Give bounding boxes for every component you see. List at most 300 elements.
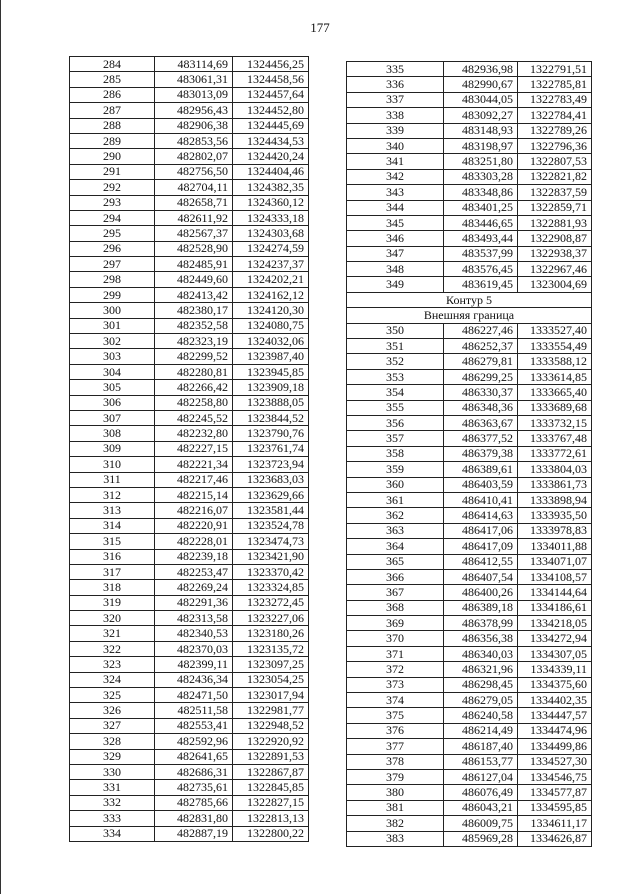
- point-number: 334: [70, 826, 155, 841]
- point-number: 291: [70, 164, 155, 179]
- table-row: [347, 200, 592, 215]
- table-row: [70, 457, 309, 472]
- point-number: 316: [70, 549, 155, 564]
- y-coordinate: 1324456,25: [233, 57, 309, 72]
- point-number: 352: [347, 354, 444, 369]
- point-number: 349: [347, 277, 444, 292]
- x-coordinate: 483576,45: [444, 262, 518, 277]
- x-coordinate: 482658,71: [155, 195, 233, 210]
- table-row: [347, 569, 592, 584]
- table-row: [347, 708, 592, 723]
- y-coordinate: 1333665,40: [518, 385, 592, 400]
- point-number: 329: [70, 749, 155, 764]
- x-coordinate: 486417,09: [444, 539, 518, 554]
- x-coordinate: 482215,14: [155, 487, 233, 502]
- point-number: 293: [70, 195, 155, 210]
- section-title-row: [347, 292, 592, 307]
- y-coordinate: 1322938,37: [518, 246, 592, 261]
- y-coordinate: 1323581,44: [233, 503, 309, 518]
- x-coordinate: 486279,05: [444, 693, 518, 708]
- point-number: 367: [347, 585, 444, 600]
- table-row: [70, 118, 309, 133]
- x-coordinate: 482245,52: [155, 410, 233, 425]
- x-coordinate: 486400,26: [444, 585, 518, 600]
- table-row: [70, 718, 309, 733]
- y-coordinate: 1324080,75: [233, 318, 309, 333]
- point-number: 344: [347, 200, 444, 215]
- point-number: 346: [347, 231, 444, 246]
- y-coordinate: 1323888,05: [233, 395, 309, 410]
- x-coordinate: 486009,75: [444, 816, 518, 831]
- y-coordinate: 1322837,59: [518, 185, 592, 200]
- x-coordinate: 482291,36: [155, 595, 233, 610]
- y-coordinate: 1334375,60: [518, 677, 592, 692]
- y-coordinate: 1334447,57: [518, 708, 592, 723]
- y-coordinate: 1334499,86: [518, 739, 592, 754]
- y-coordinate: 1324303,68: [233, 226, 309, 241]
- x-coordinate: 486377,52: [444, 431, 518, 446]
- point-number: 343: [347, 185, 444, 200]
- table-row: [347, 185, 592, 200]
- table-row: [347, 431, 592, 446]
- point-number: 307: [70, 410, 155, 425]
- x-coordinate: 482528,90: [155, 241, 233, 256]
- table-row: [347, 154, 592, 169]
- x-coordinate: 486389,61: [444, 462, 518, 477]
- y-coordinate: 1323097,25: [233, 657, 309, 672]
- point-number: 363: [347, 523, 444, 538]
- table-row: [70, 272, 309, 287]
- y-coordinate: 1333554,49: [518, 339, 592, 354]
- x-coordinate: 482785,66: [155, 795, 233, 810]
- x-coordinate: 483114,69: [155, 57, 233, 72]
- x-coordinate: 486389,18: [444, 600, 518, 615]
- y-coordinate: 1334218,05: [518, 616, 592, 631]
- point-number: 308: [70, 426, 155, 441]
- x-coordinate: 486414,63: [444, 508, 518, 523]
- point-number: 309: [70, 441, 155, 456]
- y-coordinate: 1323524,78: [233, 518, 309, 533]
- point-number: 336: [347, 77, 444, 92]
- y-coordinate: 1323987,40: [233, 349, 309, 364]
- table-row: [347, 800, 592, 815]
- x-coordinate: 486379,38: [444, 446, 518, 461]
- x-coordinate: 486340,03: [444, 646, 518, 661]
- table-row: [70, 426, 309, 441]
- point-number: 362: [347, 508, 444, 523]
- y-coordinate: 1333898,94: [518, 492, 592, 507]
- point-number: 286: [70, 87, 155, 102]
- table-row: [70, 87, 309, 102]
- table-row: [70, 241, 309, 256]
- y-coordinate: 1324333,18: [233, 210, 309, 225]
- y-coordinate: 1323723,94: [233, 457, 309, 472]
- x-coordinate: 482370,03: [155, 641, 233, 656]
- y-coordinate: 1323474,73: [233, 534, 309, 549]
- x-coordinate: 482641,65: [155, 749, 233, 764]
- x-coordinate: 482831,80: [155, 811, 233, 826]
- x-coordinate: 483348,86: [444, 185, 518, 200]
- point-number: 335: [347, 62, 444, 77]
- x-coordinate: 482227,15: [155, 441, 233, 456]
- y-coordinate: 1334339,11: [518, 662, 592, 677]
- point-number: 355: [347, 400, 444, 415]
- y-coordinate: 1322867,87: [233, 764, 309, 779]
- section-title: Контур 5: [347, 292, 592, 307]
- x-coordinate: 482217,46: [155, 472, 233, 487]
- y-coordinate: 1322800,22: [233, 826, 309, 841]
- table-row: [70, 503, 309, 518]
- table-row: [347, 415, 592, 430]
- y-coordinate: 1322813,13: [233, 811, 309, 826]
- table-row: [70, 72, 309, 87]
- table-row: [70, 518, 309, 533]
- x-coordinate: 483251,80: [444, 154, 518, 169]
- table-row: [70, 595, 309, 610]
- point-number: 304: [70, 364, 155, 379]
- x-coordinate: 482592,96: [155, 734, 233, 749]
- x-coordinate: 486187,40: [444, 739, 518, 754]
- point-number: 294: [70, 210, 155, 225]
- y-coordinate: 1323017,94: [233, 688, 309, 703]
- y-coordinate: 1333732,15: [518, 415, 592, 430]
- y-coordinate: 1324274,59: [233, 241, 309, 256]
- x-coordinate: 486240,58: [444, 708, 518, 723]
- point-number: 379: [347, 769, 444, 784]
- x-coordinate: 482228,01: [155, 534, 233, 549]
- y-coordinate: 1333614,85: [518, 369, 592, 384]
- y-coordinate: 1333861,73: [518, 477, 592, 492]
- table-row: [347, 123, 592, 138]
- table-row: [70, 103, 309, 118]
- table-row: [347, 754, 592, 769]
- y-coordinate: 1334402,35: [518, 693, 592, 708]
- x-coordinate: 483013,09: [155, 87, 233, 102]
- y-coordinate: 1323629,66: [233, 487, 309, 502]
- point-number: 323: [70, 657, 155, 672]
- table-row: [70, 657, 309, 672]
- table-row: [347, 62, 592, 77]
- table-row: [347, 693, 592, 708]
- scan-edge-line: [0, 0, 1, 894]
- x-coordinate: 482253,47: [155, 564, 233, 579]
- x-coordinate: 486127,04: [444, 769, 518, 784]
- x-coordinate: 482340,53: [155, 626, 233, 641]
- point-number: 311: [70, 472, 155, 487]
- x-coordinate: 483493,44: [444, 231, 518, 246]
- table-row: [347, 616, 592, 631]
- table-row: [347, 138, 592, 153]
- table-row: [70, 410, 309, 425]
- table-row: [70, 364, 309, 379]
- table-row: [70, 441, 309, 456]
- y-coordinate: 1322783,49: [518, 92, 592, 107]
- y-coordinate: 1333978,83: [518, 523, 592, 538]
- table-row: [347, 339, 592, 354]
- y-coordinate: 1324420,24: [233, 149, 309, 164]
- point-number: 287: [70, 103, 155, 118]
- table-row: [70, 672, 309, 687]
- point-number: 381: [347, 800, 444, 815]
- y-coordinate: 1334595,85: [518, 800, 592, 815]
- y-coordinate: 1323844,52: [233, 410, 309, 425]
- point-number: 358: [347, 446, 444, 461]
- point-number: 288: [70, 118, 155, 133]
- point-number: 372: [347, 662, 444, 677]
- table-row: [70, 287, 309, 302]
- point-number: 313: [70, 503, 155, 518]
- table-row: [70, 472, 309, 487]
- table-row: [70, 164, 309, 179]
- y-coordinate: 1324120,30: [233, 303, 309, 318]
- section-subtitle-row: [347, 308, 592, 323]
- y-coordinate: 1323227,06: [233, 611, 309, 626]
- table-row: [347, 108, 592, 123]
- y-coordinate: 1334186,61: [518, 600, 592, 615]
- point-number: 326: [70, 703, 155, 718]
- x-coordinate: 482567,37: [155, 226, 233, 241]
- x-coordinate: 482553,41: [155, 718, 233, 733]
- point-number: 318: [70, 580, 155, 595]
- y-coordinate: 1323370,42: [233, 564, 309, 579]
- point-number: 338: [347, 108, 444, 123]
- x-coordinate: 482735,61: [155, 780, 233, 795]
- x-coordinate: 483619,45: [444, 277, 518, 292]
- point-number: 310: [70, 457, 155, 472]
- y-coordinate: 1334307,05: [518, 646, 592, 661]
- x-coordinate: 482216,07: [155, 503, 233, 518]
- y-coordinate: 1322948,52: [233, 718, 309, 733]
- y-coordinate: 1322891,53: [233, 749, 309, 764]
- x-coordinate: 486252,37: [444, 339, 518, 354]
- x-coordinate: 486348,36: [444, 400, 518, 415]
- table-row: [70, 764, 309, 779]
- table-row: [347, 354, 592, 369]
- x-coordinate: 482611,92: [155, 210, 233, 225]
- y-coordinate: 1323054,25: [233, 672, 309, 687]
- table-row: [70, 688, 309, 703]
- x-coordinate: 486076,49: [444, 785, 518, 800]
- table-row: [347, 77, 592, 92]
- table-row: [347, 585, 592, 600]
- x-coordinate: 483537,99: [444, 246, 518, 261]
- x-coordinate: 483092,27: [444, 108, 518, 123]
- table-row: [70, 303, 309, 318]
- x-coordinate: 482413,42: [155, 287, 233, 302]
- point-number: 350: [347, 323, 444, 338]
- point-number: 324: [70, 672, 155, 687]
- x-coordinate: 482756,50: [155, 164, 233, 179]
- point-number: 298: [70, 272, 155, 287]
- x-coordinate: 482232,80: [155, 426, 233, 441]
- x-coordinate: 482280,81: [155, 364, 233, 379]
- table-row: [347, 492, 592, 507]
- x-coordinate: 482269,24: [155, 580, 233, 595]
- y-coordinate: 1322881,93: [518, 215, 592, 230]
- section-subtitle: Внешняя граница: [347, 308, 592, 323]
- table-row: [70, 380, 309, 395]
- x-coordinate: 486410,41: [444, 492, 518, 507]
- x-coordinate: 482936,98: [444, 62, 518, 77]
- table-row: [347, 385, 592, 400]
- y-coordinate: 1324434,53: [233, 133, 309, 148]
- x-coordinate: 483061,31: [155, 72, 233, 87]
- point-number: 341: [347, 154, 444, 169]
- x-coordinate: 482436,34: [155, 672, 233, 687]
- y-coordinate: 1333804,03: [518, 462, 592, 477]
- point-number: 383: [347, 831, 444, 846]
- x-coordinate: 486153,77: [444, 754, 518, 769]
- table-row: [347, 277, 592, 292]
- table-row: [70, 149, 309, 164]
- y-coordinate: 1323324,85: [233, 580, 309, 595]
- y-coordinate: 1322859,71: [518, 200, 592, 215]
- y-coordinate: 1324360,12: [233, 195, 309, 210]
- point-number: 339: [347, 123, 444, 138]
- x-coordinate: 482887,19: [155, 826, 233, 841]
- x-coordinate: 482323,19: [155, 334, 233, 349]
- table-row: [70, 564, 309, 579]
- point-number: 327: [70, 718, 155, 733]
- x-coordinate: 482399,11: [155, 657, 233, 672]
- point-number: 302: [70, 334, 155, 349]
- point-number: 333: [70, 811, 155, 826]
- point-number: 299: [70, 287, 155, 302]
- x-coordinate: 482471,50: [155, 688, 233, 703]
- table-row: [70, 549, 309, 564]
- x-coordinate: 486412,55: [444, 554, 518, 569]
- point-number: 351: [347, 339, 444, 354]
- table-row: [70, 626, 309, 641]
- x-coordinate: 486363,67: [444, 415, 518, 430]
- point-number: 342: [347, 169, 444, 184]
- point-number: 375: [347, 708, 444, 723]
- point-number: 357: [347, 431, 444, 446]
- y-coordinate: 1334474,96: [518, 723, 592, 738]
- x-coordinate: 485969,28: [444, 831, 518, 846]
- table-row: [347, 231, 592, 246]
- x-coordinate: 486403,59: [444, 477, 518, 492]
- table-row: [347, 739, 592, 754]
- point-number: 322: [70, 641, 155, 656]
- point-number: 348: [347, 262, 444, 277]
- table-row: [347, 400, 592, 415]
- x-coordinate: 482990,67: [444, 77, 518, 92]
- point-number: 353: [347, 369, 444, 384]
- point-number: 359: [347, 462, 444, 477]
- page-number: 177: [310, 20, 330, 35]
- x-coordinate: 483198,97: [444, 138, 518, 153]
- point-number: 312: [70, 487, 155, 502]
- x-coordinate: 486043,21: [444, 800, 518, 815]
- y-coordinate: 1324457,64: [233, 87, 309, 102]
- point-number: 321: [70, 626, 155, 641]
- table-row: [70, 811, 309, 826]
- y-coordinate: 1323761,74: [233, 441, 309, 456]
- table-row: [70, 226, 309, 241]
- y-coordinate: 1324404,46: [233, 164, 309, 179]
- x-coordinate: 486299,25: [444, 369, 518, 384]
- point-number: 320: [70, 611, 155, 626]
- point-number: 340: [347, 138, 444, 153]
- point-number: 332: [70, 795, 155, 810]
- point-number: 292: [70, 180, 155, 195]
- point-number: 297: [70, 257, 155, 272]
- point-number: 314: [70, 518, 155, 533]
- table-row: [70, 749, 309, 764]
- table-row: [70, 133, 309, 148]
- point-number: 337: [347, 92, 444, 107]
- y-coordinate: 1322920,92: [233, 734, 309, 749]
- point-number: 330: [70, 764, 155, 779]
- table-row: [70, 703, 309, 718]
- y-coordinate: 1324382,35: [233, 180, 309, 195]
- x-coordinate: 482511,58: [155, 703, 233, 718]
- y-coordinate: 1334577,87: [518, 785, 592, 800]
- table-row: [347, 215, 592, 230]
- point-number: 368: [347, 600, 444, 615]
- y-coordinate: 1333588,12: [518, 354, 592, 369]
- y-coordinate: 1334527,30: [518, 754, 592, 769]
- table-row: [70, 734, 309, 749]
- y-coordinate: 1333767,48: [518, 431, 592, 446]
- point-number: 325: [70, 688, 155, 703]
- table-row: [347, 723, 592, 738]
- point-number: 373: [347, 677, 444, 692]
- y-coordinate: 1322967,46: [518, 262, 592, 277]
- y-coordinate: 1322785,81: [518, 77, 592, 92]
- point-number: 366: [347, 569, 444, 584]
- table-row: [347, 631, 592, 646]
- table-row: [347, 523, 592, 538]
- table-row: [70, 210, 309, 225]
- point-number: 285: [70, 72, 155, 87]
- y-coordinate: 1324458,56: [233, 72, 309, 87]
- y-coordinate: 1322845,85: [233, 780, 309, 795]
- x-coordinate: 482802,07: [155, 149, 233, 164]
- table-row: [347, 446, 592, 461]
- y-coordinate: 1322796,36: [518, 138, 592, 153]
- point-number: 356: [347, 415, 444, 430]
- y-coordinate: 1322789,26: [518, 123, 592, 138]
- x-coordinate: 482380,17: [155, 303, 233, 318]
- y-coordinate: 1333772,61: [518, 446, 592, 461]
- point-number: 331: [70, 780, 155, 795]
- point-number: 300: [70, 303, 155, 318]
- x-coordinate: 486321,96: [444, 662, 518, 677]
- table-row: [347, 662, 592, 677]
- x-coordinate: 486214,49: [444, 723, 518, 738]
- x-coordinate: 482906,38: [155, 118, 233, 133]
- x-coordinate: 482352,58: [155, 318, 233, 333]
- point-number: 347: [347, 246, 444, 261]
- x-coordinate: 482266,42: [155, 380, 233, 395]
- y-coordinate: 1324162,12: [233, 287, 309, 302]
- y-coordinate: 1322827,15: [233, 795, 309, 810]
- x-coordinate: 486356,38: [444, 631, 518, 646]
- y-coordinate: 1324237,37: [233, 257, 309, 272]
- x-coordinate: 482704,11: [155, 180, 233, 195]
- y-coordinate: 1323909,18: [233, 380, 309, 395]
- y-coordinate: 1333689,68: [518, 400, 592, 415]
- point-number: 374: [347, 693, 444, 708]
- table-row: [70, 395, 309, 410]
- x-coordinate: 486298,45: [444, 677, 518, 692]
- y-coordinate: 1324032,06: [233, 334, 309, 349]
- table-row: [70, 180, 309, 195]
- y-coordinate: 1334144,64: [518, 585, 592, 600]
- x-coordinate: 486227,46: [444, 323, 518, 338]
